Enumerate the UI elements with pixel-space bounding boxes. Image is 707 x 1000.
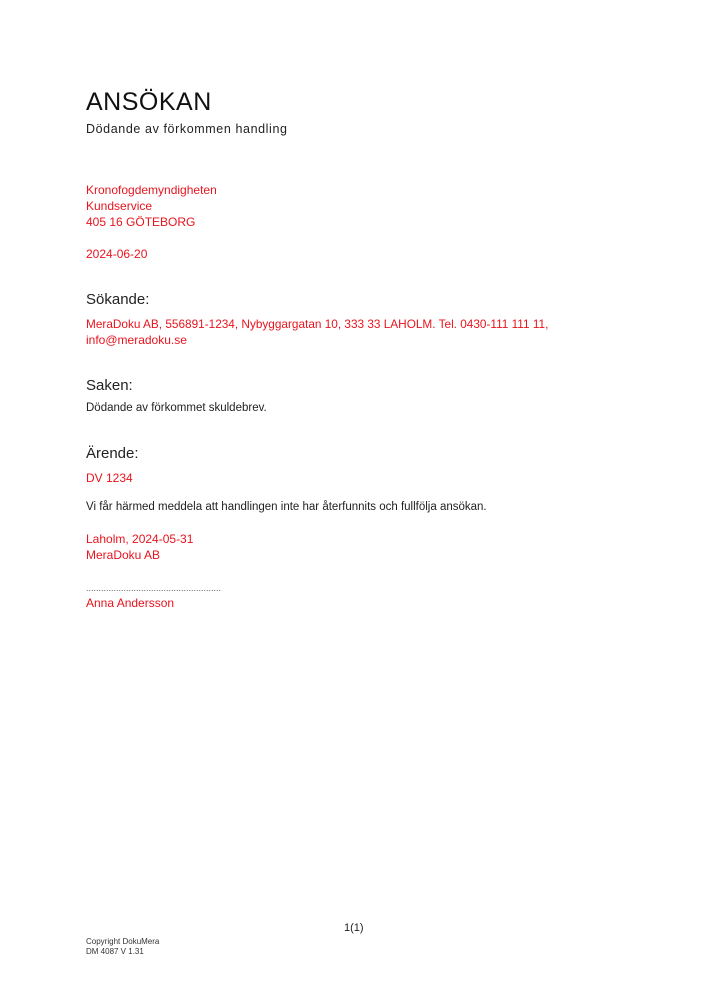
- matter-text: Dödande av förkommet skuldebrev.: [86, 402, 267, 414]
- document-title: ANSÖKAN: [86, 88, 212, 116]
- message-text: Vi får härmed meddela att handlingen inte har återfunnits och fullfölja ansökan.: [86, 501, 487, 513]
- applicant-email: info@meradoku.se: [86, 333, 187, 347]
- applicant-heading: Sökande:: [86, 291, 150, 308]
- footer-copyright: Copyright DokuMera: [86, 937, 160, 946]
- footer-version: DM 4087 V 1.31: [86, 947, 144, 956]
- applicant-details: MeraDoku AB, 556891-1234, Nybyggargatan 10, 333 33 LAHOLM. Tel. 0430-111 111 11,: [86, 317, 549, 331]
- case-number: DV 1234: [86, 471, 133, 485]
- signature-line: ......................................................: [86, 583, 222, 593]
- signature-company: MeraDoku AB: [86, 548, 161, 562]
- recipient-postal-address: 405 16 GÖTEBORG: [86, 215, 196, 229]
- recipient-name: Kronofogdemyndigheten: [86, 183, 217, 197]
- document-subtitle: Dödande av förkommen handling: [86, 122, 288, 136]
- signatory-name: Anna Andersson: [86, 596, 175, 610]
- recipient-department: Kundservice: [86, 199, 153, 213]
- page-number: 1(1): [344, 922, 364, 934]
- signature-place-date: Laholm, 2024-05-31: [86, 532, 194, 546]
- document-date: 2024-06-20: [86, 247, 148, 261]
- case-heading: Ärende:: [86, 445, 139, 462]
- matter-heading: Saken:: [86, 377, 133, 394]
